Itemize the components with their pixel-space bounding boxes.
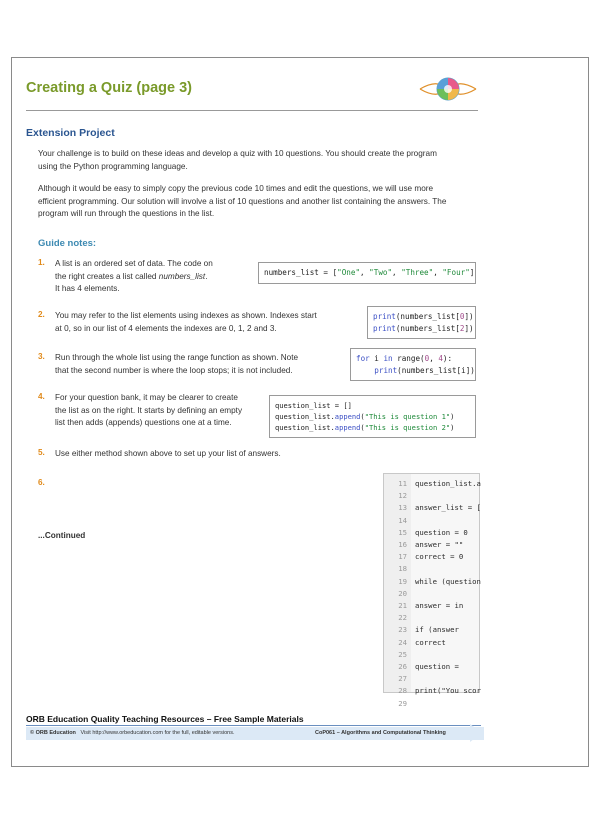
step-3-line-1: Run through the whole list using the range function as shown. Note [55, 353, 299, 362]
footer-title: ORB Education Quality Teaching Resources – Free Sample Materials [26, 714, 304, 724]
editor-line-number: 16 [398, 540, 407, 549]
code-function: print [373, 323, 396, 333]
code-text: question_list. [275, 423, 335, 432]
step-3-line-2: that the second number is where the loop stops; it is not included. [55, 365, 293, 375]
step-number-2: 2. [38, 310, 45, 319]
code-text: ) [450, 423, 455, 432]
footer-left [30, 730, 235, 736]
code-text: (numbers_list[i]) [397, 365, 475, 375]
editor-line-number: 23 [398, 625, 407, 635]
editor-line-number: 29 [398, 698, 407, 708]
step-2-line-2: at 0, so in our list of 4 elements the indexes are 0, 1, 2 and 3. [55, 323, 277, 333]
editor-line-number: 15 [398, 527, 407, 537]
editor-line-number: 20 [398, 588, 407, 598]
code-keyword: for [356, 354, 370, 363]
step-number-3: 3. [38, 352, 45, 361]
editor-line-code: if (answer [415, 625, 459, 635]
step-2-text [55, 310, 317, 335]
code-number: 0 [424, 354, 430, 363]
editor-line-number: 22 [398, 613, 407, 623]
code-text: , [429, 354, 439, 363]
code-number: 2 [459, 323, 465, 333]
footer-arrow-icon [470, 724, 482, 742]
step-1-line-1: A list is an ordered set of data. The code on [55, 259, 213, 268]
editor-line-code: question = [415, 662, 459, 671]
code-text: i [369, 354, 384, 363]
code-text: ) [450, 412, 455, 421]
code-editor-screenshot [383, 473, 481, 708]
page-title: Creating a Quiz (page 3) [26, 80, 192, 96]
editor-line-number: 12 [398, 491, 407, 501]
step-1-line-3: It has 4 elements. [55, 284, 120, 293]
editor-line-number: 14 [398, 515, 407, 525]
code-text: (numbers_list[ [395, 312, 460, 321]
code-function: append [334, 412, 361, 421]
footer-visit-text: Visit http://www.orbeducation.com for the full, editable versions. [80, 730, 235, 736]
code-text: , [360, 268, 370, 277]
code-string: "This is question 1" [364, 412, 451, 421]
step-4-line-3: list then adds (appends) questions one at a time. [55, 418, 232, 427]
code-text: numbers_list = [ [264, 268, 338, 277]
step-number-1: 1. [38, 258, 45, 267]
code-string: "Four" [442, 268, 470, 277]
step-2-line-1: You may refer to the list elements using indexes as shown. Indexes start [55, 311, 317, 320]
step-3-text [55, 352, 298, 377]
code-function: print [374, 365, 398, 375]
editor-line-code: answer = in [415, 601, 464, 610]
editor-line-code: print("You scor [415, 686, 481, 696]
section-heading: Extension Project [26, 127, 115, 139]
footer-divider [26, 725, 481, 726]
code-function: append [334, 423, 361, 432]
code-function: range [392, 354, 421, 363]
code-block-question-list [269, 395, 476, 438]
code-number: 4 [438, 354, 443, 363]
step-4-line-1: For your question bank, it may be clearer to create [55, 393, 238, 402]
code-string: "Three" [401, 268, 434, 277]
code-text: ( [360, 412, 365, 421]
step-1-line-2 [55, 271, 213, 284]
code-block-indexes [367, 306, 476, 339]
code-text: ]) [464, 323, 474, 333]
code-string: "One" [337, 268, 361, 277]
code-text: , [392, 268, 402, 277]
code-block-numbers-list [258, 262, 476, 284]
code-text: ] [469, 268, 475, 277]
step-4-line-2: the list as on the right. It starts by defining an empty [55, 405, 243, 415]
step-5-text: Use either method shown above to set up your list of answers. [55, 449, 281, 458]
editor-line-code: while (question [415, 576, 481, 586]
code-text: (numbers_list[ [395, 323, 460, 333]
code-block-range-loop [350, 348, 476, 381]
editor-line-code: answer = "" [415, 540, 464, 549]
editor-line-number: 18 [398, 564, 407, 574]
editor-line-code: answer_list = [ [415, 503, 481, 513]
editor-line-number: 21 [398, 601, 407, 610]
editor-line-code: correct = 0 [415, 552, 464, 562]
step-number-4: 4. [38, 392, 45, 401]
footer-course-code: CoP061 – Algorithms and Computational Thinking [315, 730, 446, 736]
intro-paragraph-2: Although it would be easy to simply copy the previous code 10 times and edit the questions, we will use more efficient programming. Our solution will involve a list of 10 questions and another list containing the answers. The program will run through the questions in the list. [38, 184, 447, 218]
orb-logo-icon [418, 72, 478, 106]
editor-line-code: question_list.a [415, 479, 481, 488]
intro-paragraph-1: Your challenge is to build on these ideas and develop a quiz with 10 questions. You should create the program using the Python programming language. [38, 149, 437, 171]
step-4-text [55, 392, 242, 430]
code-string: "This is question 2" [364, 423, 451, 432]
editor-line-number: 27 [398, 674, 407, 684]
editor-line-number: 17 [398, 552, 407, 562]
step-number-6: 6. [38, 478, 45, 487]
step-1-text [55, 258, 213, 296]
editor-line-number: 28 [398, 686, 407, 696]
editor-line-number: 19 [398, 576, 407, 586]
code-text: ): [442, 354, 453, 363]
code-function: print [373, 312, 396, 321]
editor-line-code: correct [415, 637, 446, 647]
code-string: "Two" [369, 268, 393, 277]
editor-line-number: 13 [398, 503, 407, 513]
step-1-period: . [205, 271, 208, 281]
code-text: question_list. [275, 412, 335, 421]
code-keyword: in [383, 354, 393, 363]
step-number-5: 5. [38, 448, 45, 457]
code-text: question_list = [] [275, 401, 352, 410]
code-text: ( [420, 354, 425, 363]
guide-heading: Guide notes: [38, 238, 97, 249]
step-1-line-2-text: the right creates a list called [55, 271, 159, 281]
editor-line-number: 24 [398, 637, 407, 647]
continued-label: ...Continued [38, 531, 86, 540]
footer-copyright: © ORB Education [30, 730, 76, 736]
code-number: 0 [459, 312, 465, 321]
editor-line-number: 25 [398, 649, 407, 659]
code-text: , [433, 268, 443, 277]
editor-line-number: 26 [398, 662, 407, 671]
code-text: ]) [464, 312, 474, 321]
editor-line-number: 11 [398, 479, 407, 488]
editor-line-code: question = 0 [415, 527, 468, 537]
title-divider [26, 110, 478, 111]
code-text: ( [360, 423, 365, 432]
step-1-list-name: numbers_list [158, 271, 206, 281]
